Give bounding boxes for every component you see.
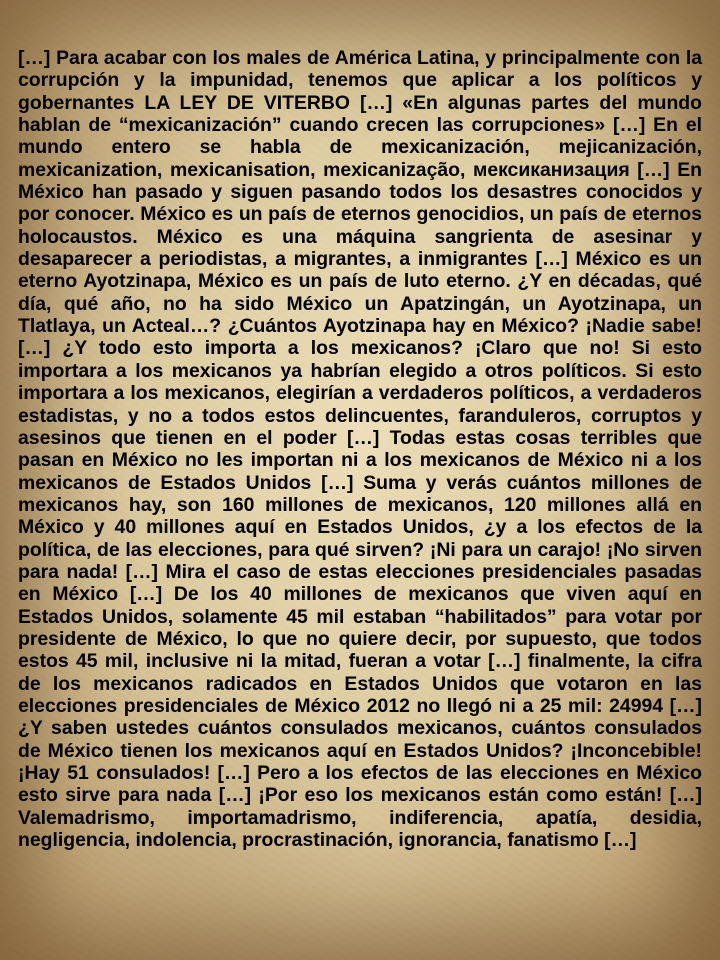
quote-text-block: […] Para acabar con los males de América Latina, y principalmente con la corrupción y la impunidad, tenemos que aplicar a los políticos y gobernantes LA LEY DE VITERBO […] «En algunas partes del mundo hablan de “mexicanización” cuando crecen las corrupciones» […] En el mundo entero se habla de mexicanización, mejicanización, mexicanization, mexicanisation, mexicanização, мексиканизация […] En México han pasado y siguen pasando todos los desastres conocidos y por conocer. México es un país de eternos genocidios, un país de eternos holocaustos. México es una máquina sangrienta de asesinar y desaparecer a periodistas, a migrantes, a inmigrantes […] México es un eterno Ayotzinapa, México es un país de luto eterno. ¿Y en décadas, qué día, qué año, no ha sido México un Apatzingán, un Ayotzinapa, un Tlatlaya, un Acteal…? ¿Cuántos Ayotzinapa hay en México? ¡Nadie sabe! […] ¿Y todo esto importa a los mexicanos? ¡Claro que no! Si esto importara a los mexicanos ya habrían elegido a otros políticos. Si esto importara a los mexicanos, elegirían a verdaderos políticos, a verdaderos estadistas, y no a todos estos delincuentes, faranduleros, corruptos y asesinos que tienen en el poder […] Todas estas cosas terribles que pasan en México no les importan ni a los mexicanos de México ni a los mexicanos de Estados Unidos […] Suma y verás cuántos millones de mexicanos hay, son 160 millones de mexicanos, 120 millones allá en México y 40 millones aquí en Estados Unidos, ¿y a los efectos de la política, de las elecciones, para qué sirven? ¡Ni para un carajo! ¡No sirven para nada! […] Mira el caso de estas elecciones presidenciales pasadas en México […] De los 40 millones de mexicanos que viven aquí en Estados Unidos, solamente 45 mil estaban “habilitados” para votar por presidente de México, lo que no quiere decir, por supuesto, que todos estos 45 mil, inclusive ni la mitad, fueran a votar […] finalmente, la cifra de los mexicanos radicados en Estados Unidos que votaron en las elecciones presidenciales de México 2012 no llegó ni a 25 mil: 24994 […] ¿Y saben ustedes cuántos consulados mexicanos, cuántos consulados de México tienen los mexicanos aquí en Estados Unidos? ¡Inconcebible! ¡Hay 51 consulados! […] Pero a los efectos de las elecciones en México esto sirve para nada […] ¡Por eso los mexicanos están como están! […] Valemadrismo, importamadrismo, indiferencia, apatía, desidia, negligencia, indolencia, procrastinación, ignorancia, fanatismo […] xyxy=(18,47,702,852)
